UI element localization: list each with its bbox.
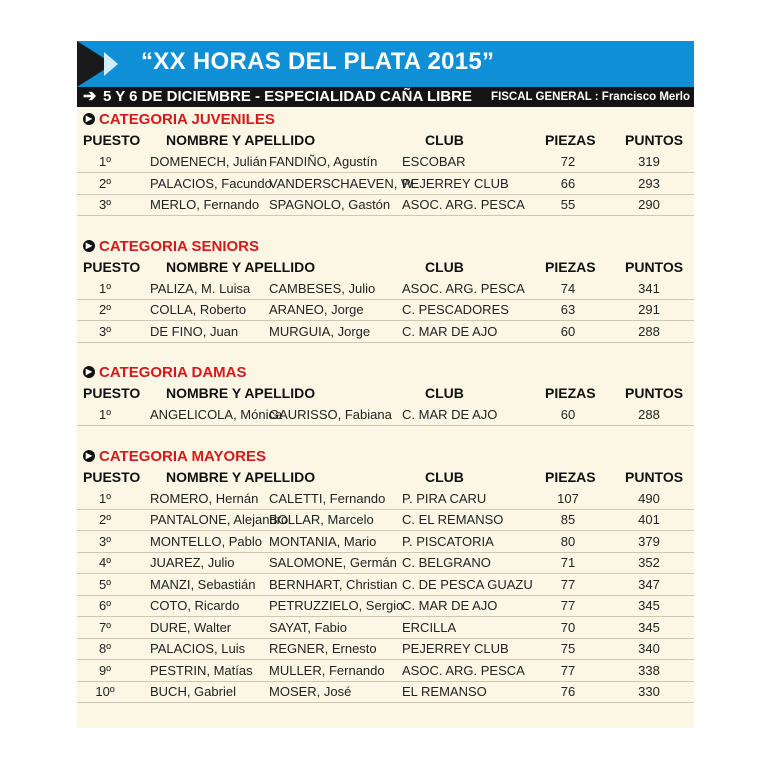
cell-name-2: BOLLAR, Marcelo <box>269 512 374 527</box>
header-puesto: PUESTO <box>83 132 141 148</box>
play-bullet-icon: ▶ <box>83 366 95 378</box>
cell-puesto: 8º <box>99 641 111 656</box>
cell-name-1: PALIZA, M. Luisa <box>150 280 251 296</box>
chevron-accent-icon <box>104 52 118 76</box>
cell-puesto: 2º <box>99 302 111 317</box>
cell-piezas: 80 <box>560 533 576 549</box>
table-row <box>77 509 694 531</box>
cell-club: C. PESCADORES <box>402 302 509 317</box>
cell-name-1: COTO, Ricardo <box>150 598 240 613</box>
table-row <box>77 660 694 682</box>
cell-name-2: GAURISSO, Fabiana <box>269 407 392 422</box>
cell-piezas: 66 <box>560 175 576 191</box>
cell-club: C. EL REMANSO <box>402 512 504 527</box>
cell-puntos: 341 <box>638 280 660 296</box>
table-row <box>77 299 694 321</box>
cell-puesto: 3º <box>99 323 111 339</box>
category-title <box>83 364 247 382</box>
table-row <box>77 321 694 343</box>
cell-club: ASOC. ARG. PESCA <box>402 662 525 678</box>
cell-puntos: 379 <box>638 533 660 549</box>
table-row <box>77 404 694 426</box>
header-piezas: PIEZAS <box>545 132 596 148</box>
cell-puesto: 6º <box>99 598 111 613</box>
cell-piezas: 77 <box>560 662 576 678</box>
table-header <box>77 257 694 278</box>
header-piezas: PIEZAS <box>545 468 596 485</box>
category-title-text: CATEGORIA MAYORES <box>99 447 266 465</box>
title-bar <box>77 41 694 87</box>
cell-puesto: 2º <box>99 175 111 191</box>
cell-puesto: 4º <box>99 555 111 570</box>
header-puntos: PUNTOS <box>625 468 684 485</box>
header-nombre: NOMBRE Y APELLIDO <box>166 385 316 401</box>
cell-piezas: 74 <box>560 280 576 296</box>
cell-name-2: SALOMONE, Germán <box>269 555 397 570</box>
cell-club: ERCILLA <box>402 619 457 635</box>
cell-piezas: 85 <box>560 512 576 527</box>
cell-puntos: 352 <box>638 555 660 570</box>
table-row <box>77 552 694 574</box>
table-row <box>77 194 694 216</box>
cell-club: ASOC. ARG. PESCA <box>402 197 525 212</box>
cell-piezas: 77 <box>560 576 576 592</box>
cell-puntos: 288 <box>638 407 660 422</box>
cell-piezas: 55 <box>560 197 576 212</box>
cell-name-2: SAYAT, Fabio <box>269 619 348 635</box>
cell-club: EL REMANSO <box>402 684 487 699</box>
fiscal-general: FISCAL GENERAL : Francisco Merlo <box>491 91 690 103</box>
cell-name-1: MONTELLO, Pablo <box>150 533 262 549</box>
cell-puesto: 1º <box>99 280 111 296</box>
page-title: “XX HORAS DEL PLATA 2015” <box>141 48 495 75</box>
category-title-text: CATEGORIA DAMAS <box>99 364 247 381</box>
header-nombre: NOMBRE Y APELLIDO <box>166 132 316 148</box>
cell-club: ESCOBAR <box>402 154 466 169</box>
cell-club: C. DE PESCA GUAZU <box>402 576 533 592</box>
cell-puntos: 319 <box>638 154 660 169</box>
cell-puntos: 291 <box>638 302 660 317</box>
header-club: CLUB <box>425 132 464 148</box>
cell-piezas: 60 <box>560 323 576 339</box>
cell-puesto: 9º <box>99 662 111 678</box>
cell-name-2: ARANEO, Jorge <box>269 302 364 317</box>
table-row <box>77 574 694 596</box>
cell-puntos: 293 <box>638 175 660 191</box>
cell-puesto: 1º <box>99 490 111 506</box>
cell-name-2: MURGUIA, Jorge <box>269 323 371 339</box>
cell-name-1: MANZI, Sebastián <box>150 576 256 592</box>
play-bullet-icon: ▶ <box>83 113 95 125</box>
category-title <box>83 111 275 129</box>
cell-puesto: 3º <box>99 197 111 212</box>
cell-club: C. MAR DE AJO <box>402 598 498 613</box>
cell-puntos: 330 <box>638 684 660 699</box>
cell-name-1: PALACIOS, Facundo <box>150 175 272 191</box>
cell-name-2: MOSER, José <box>269 684 352 699</box>
cell-club: P. PIRA CARU <box>402 490 487 506</box>
category-title-text: CATEGORIA JUVENILES <box>99 111 275 128</box>
cell-puesto: 5º <box>99 576 111 592</box>
cell-name-2: CAMBESES, Julio <box>269 280 376 296</box>
cell-piezas: 72 <box>560 154 576 169</box>
header-puesto: PUESTO <box>83 385 141 401</box>
table-row <box>77 531 694 553</box>
cell-puesto: 1º <box>99 407 111 422</box>
cell-club: C. MAR DE AJO <box>402 323 498 339</box>
category-title-text: CATEGORIA SENIORS <box>99 237 260 255</box>
cell-name-1: MERLO, Fernando <box>150 197 260 212</box>
results-panel <box>77 41 694 728</box>
header-piezas: PIEZAS <box>545 385 596 401</box>
cell-name-1: ANGELICOLA, Mónica <box>150 407 283 422</box>
cell-name-2: MONTANIA, Mario <box>269 533 377 549</box>
cell-puntos: 347 <box>638 576 660 592</box>
table-row <box>77 173 694 195</box>
cell-piezas: 75 <box>560 641 576 656</box>
cell-name-1: PALACIOS, Luis <box>150 641 246 656</box>
cell-piezas: 107 <box>557 490 579 506</box>
header-club: CLUB <box>425 385 464 401</box>
table-row <box>77 595 694 617</box>
cell-club: P. PISCATORIA <box>402 533 494 549</box>
cell-name-1: PESTRIN, Matías <box>150 662 253 678</box>
table-header <box>77 130 694 151</box>
cell-club: C. MAR DE AJO <box>402 407 498 422</box>
category-title <box>83 448 266 466</box>
cell-name-2: BERNHART, Christian <box>269 576 398 592</box>
cell-puntos: 490 <box>638 490 660 506</box>
table-header <box>77 383 694 404</box>
header-puesto: PUESTO <box>83 258 141 275</box>
cell-name-1: DE FINO, Juan <box>150 323 239 339</box>
cell-club: ASOC. ARG. PESCA <box>402 280 525 296</box>
header-puesto: PUESTO <box>83 468 141 485</box>
cell-puntos: 401 <box>638 512 660 527</box>
cell-piezas: 76 <box>560 684 576 699</box>
cell-name-1: PANTALONE, Alejandro <box>150 512 289 527</box>
cell-name-2: FANDIÑO, Agustín <box>269 154 378 169</box>
header-puntos: PUNTOS <box>625 385 684 401</box>
cell-puesto: 7º <box>99 619 111 635</box>
play-bullet-icon: ▶ <box>83 240 95 252</box>
cell-puntos: 345 <box>638 619 660 635</box>
cell-puntos: 340 <box>638 641 660 656</box>
header-club: CLUB <box>425 258 464 275</box>
header-piezas: PIEZAS <box>545 258 596 275</box>
cell-puntos: 345 <box>638 598 660 613</box>
table-row <box>77 278 694 300</box>
cell-name-2: REGNER, Ernesto <box>269 641 377 656</box>
cell-puesto: 1º <box>99 154 111 169</box>
table-row <box>77 488 694 510</box>
cell-puesto: 2º <box>99 512 111 527</box>
event-date: 5 Y 6 DE DICIEMBRE - ESPECIALIDAD CAÑA LIBRE <box>103 88 472 105</box>
header-puntos: PUNTOS <box>625 258 684 275</box>
cell-club: PEJERREY CLUB <box>402 175 509 191</box>
cell-puntos: 290 <box>638 197 660 212</box>
cell-name-1: DURE, Walter <box>150 619 232 635</box>
cell-club: C. BELGRANO <box>402 555 491 570</box>
table-row <box>77 617 694 639</box>
header-nombre: NOMBRE Y APELLIDO <box>166 468 316 485</box>
header-puntos: PUNTOS <box>625 132 684 148</box>
table-row <box>77 681 694 703</box>
cell-name-2: MULLER, Fernando <box>269 662 385 678</box>
category-title <box>83 238 259 256</box>
cell-name-1: ROMERO, Hernán <box>150 490 259 506</box>
header-club: CLUB <box>425 468 464 485</box>
play-bullet-icon: ▶ <box>83 450 95 462</box>
table-row <box>77 151 694 173</box>
event-info-bar <box>77 87 694 107</box>
table-header <box>77 467 694 488</box>
cell-name-1: DOMENECH, Julián <box>150 154 268 169</box>
cell-name-2: SPAGNOLO, Gastón <box>269 197 391 212</box>
cell-puesto: 3º <box>99 533 111 549</box>
cell-piezas: 71 <box>560 555 576 570</box>
cell-club: PEJERREY CLUB <box>402 641 509 656</box>
cell-name-1: BUCH, Gabriel <box>150 684 236 699</box>
table-row <box>77 638 694 660</box>
cell-puesto: 10º <box>95 684 115 699</box>
cell-name-1: JUAREZ, Julio <box>150 555 235 570</box>
cell-piezas: 63 <box>560 302 576 317</box>
cell-name-2: PETRUZZIELO, Sergio <box>269 598 404 613</box>
cell-piezas: 77 <box>560 598 576 613</box>
cell-name-1: COLLA, Roberto <box>150 302 247 317</box>
cell-piezas: 70 <box>560 619 576 635</box>
cell-puntos: 338 <box>638 662 660 678</box>
arrow-right-icon: ➔ <box>83 88 97 105</box>
cell-name-2: CALETTI, Fernando <box>269 490 386 506</box>
cell-puntos: 288 <box>638 323 660 339</box>
cell-piezas: 60 <box>560 407 576 422</box>
cell-name-2: VANDERSCHAEVEN, W. <box>269 175 417 191</box>
header-nombre: NOMBRE Y APELLIDO <box>166 258 316 275</box>
